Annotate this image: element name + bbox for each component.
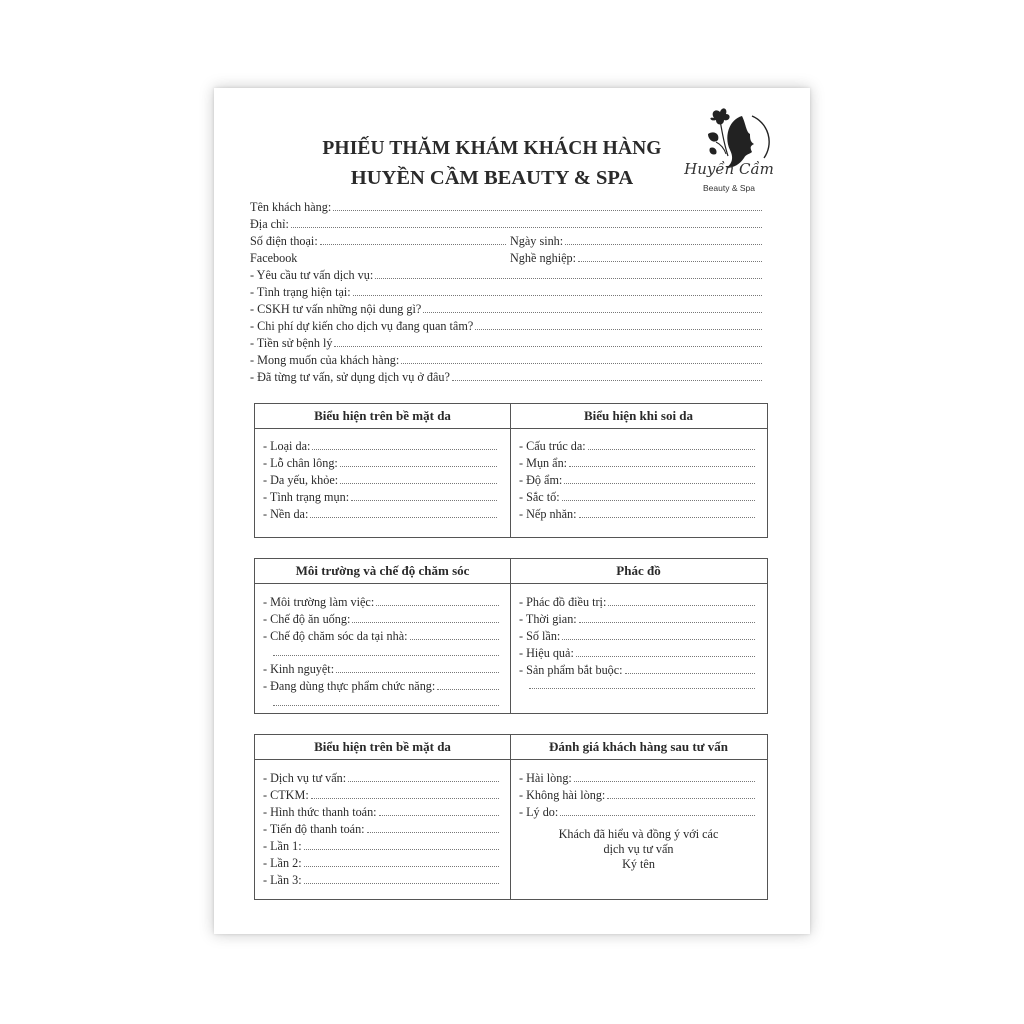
surface-skin-section [255,404,510,537]
field-label: - CSKH tư vấn những nội dung gì? [250,302,422,316]
field-label: Nghề nghiệp: [510,251,577,265]
extra-line[interactable] [529,687,755,689]
skin-scan-section [511,404,766,537]
field-label: - Yêu cầu tư vấn dịch vụ: [250,268,374,282]
consulted-service-field[interactable]: - Dịch vụ tư vấn: [263,771,499,787]
field-label: - Tiền sử bệnh lý [250,336,333,350]
treatment-plan-section [511,559,766,713]
agreement-note-line1: Khách đã hiểu và đồng ý với các [558,827,719,841]
skin-strength-field[interactable]: - Da yếu, khỏe: [263,473,497,489]
skin-type-field[interactable]: - Loại da: [263,439,497,455]
skin-assessment-box [254,403,768,538]
home-skincare-field[interactable]: - Chế độ chăm sóc da tại nhà: [263,629,499,645]
treatment-plan-field[interactable]: - Phác đồ điều trị: [519,595,755,611]
menstruation-field[interactable]: - Kinh nguyệt: [263,662,499,678]
expected-cost-field[interactable] [250,319,762,335]
field-label: Số điện thoại: [250,234,318,248]
reason-field[interactable]: - Lý do: [519,805,755,821]
birthday-field[interactable] [510,234,762,250]
section-heading: Môi trường và chế độ chăm sóc [295,563,470,578]
consult-request-field[interactable] [250,268,762,284]
form-title: PHIẾU THĂM KHÁM KHÁCH HÀNG [322,138,662,159]
section-heading: Đánh giá khách hàng sau tư vấn [548,739,729,754]
previous-service-field[interactable] [250,370,762,386]
payment-method-field[interactable]: - Hình thức thanh toán: [263,805,499,821]
not-satisfied-field[interactable]: - Không hài lòng: [519,788,755,804]
hidden-acne-field[interactable]: - Mụn ẩn: [519,456,755,472]
customer-wish-field[interactable] [250,353,762,369]
supplements-field[interactable]: - Đang dùng thực phẩm chức năng: [263,679,499,695]
field-label: Địa chỉ: [250,217,289,231]
extra-line[interactable] [273,654,499,656]
environment-care-section [255,559,510,713]
payment-progress-field[interactable]: - Tiến độ thanh toán: [263,822,499,838]
acne-condition-field[interactable]: - Tình trạng mụn: [263,490,497,506]
duration-field[interactable]: - Thời gian: [519,612,755,628]
installment-2-field[interactable]: - Lần 2: [263,856,499,872]
field-label: - Tình trạng hiện tại: [250,285,351,299]
woman-profile-flower-icon [680,98,778,210]
care-and-treatment-box [254,558,768,714]
field-label: - Đã từng tư vấn, sử dụng dịch vụ ở đâu? [250,370,450,384]
field-label: Facebook [250,251,298,265]
logo-script-text: Huyền Cầm [684,160,774,178]
cskh-content-field[interactable] [250,302,762,318]
skin-structure-field[interactable]: - Cấu trúc da: [519,439,755,455]
installment-3-field[interactable]: - Lần 3: [263,873,499,889]
field-label: Tên khách hàng: [250,200,332,214]
job-field[interactable] [510,251,762,267]
section-heading: Biểu hiện trên bề mặt da [314,739,451,754]
extra-line[interactable] [273,704,499,706]
form-sheet [214,88,810,934]
section-heading: Biểu hiện trên bề mặt da [314,408,451,423]
facebook-field[interactable] [250,251,506,267]
customer-feedback-section [511,735,766,899]
field-label: - Mong muốn của khách hàng: [250,353,400,367]
pores-field[interactable]: - Lỗ chân lông: [263,456,497,472]
field-label: Ngày sinh: [510,234,564,248]
installment-1-field[interactable]: - Lần 1: [263,839,499,855]
service-payment-section [255,735,510,899]
customer-name-field[interactable] [250,200,762,216]
field-label: - Chi phí dự kiến cho dịch vụ đang quan tâm? [250,319,474,333]
required-products-field[interactable]: - Sản phẩm bắt buộc: [519,663,755,679]
current-condition-field[interactable] [250,285,762,301]
signature-label[interactable]: Ký tên [622,857,655,871]
logo-subtitle: Beauty & Spa [703,183,755,193]
wrinkle-field[interactable]: - Nếp nhăn: [519,507,755,523]
work-environment-field[interactable]: - Môi trường làm việc: [263,595,499,611]
diet-field[interactable]: - Chế độ ăn uống: [263,612,499,628]
moisture-field[interactable]: - Độ ẩm: [519,473,755,489]
effect-field[interactable]: - Hiệu quả: [519,646,755,662]
pigment-field[interactable]: - Sắc tố: [519,490,755,506]
spa-name-title: HUYỀN CẦM BEAUTY & SPA [350,167,634,189]
service-and-feedback-box [254,734,768,900]
medical-history-field[interactable] [250,336,762,352]
agreement-note-line2: dịch vụ tư vấn [603,842,674,856]
phone-field[interactable] [250,234,506,250]
sessions-field[interactable]: - Số lần: [519,629,755,645]
section-heading: Biểu hiện khi soi da [583,408,694,423]
satisfied-field[interactable]: - Hài lòng: [519,771,755,787]
address-field[interactable] [250,217,762,233]
skin-base-field[interactable]: - Nền da: [263,507,497,523]
section-heading: Phác đồ [616,563,661,578]
promotion-field[interactable]: - CTKM: [263,788,499,804]
